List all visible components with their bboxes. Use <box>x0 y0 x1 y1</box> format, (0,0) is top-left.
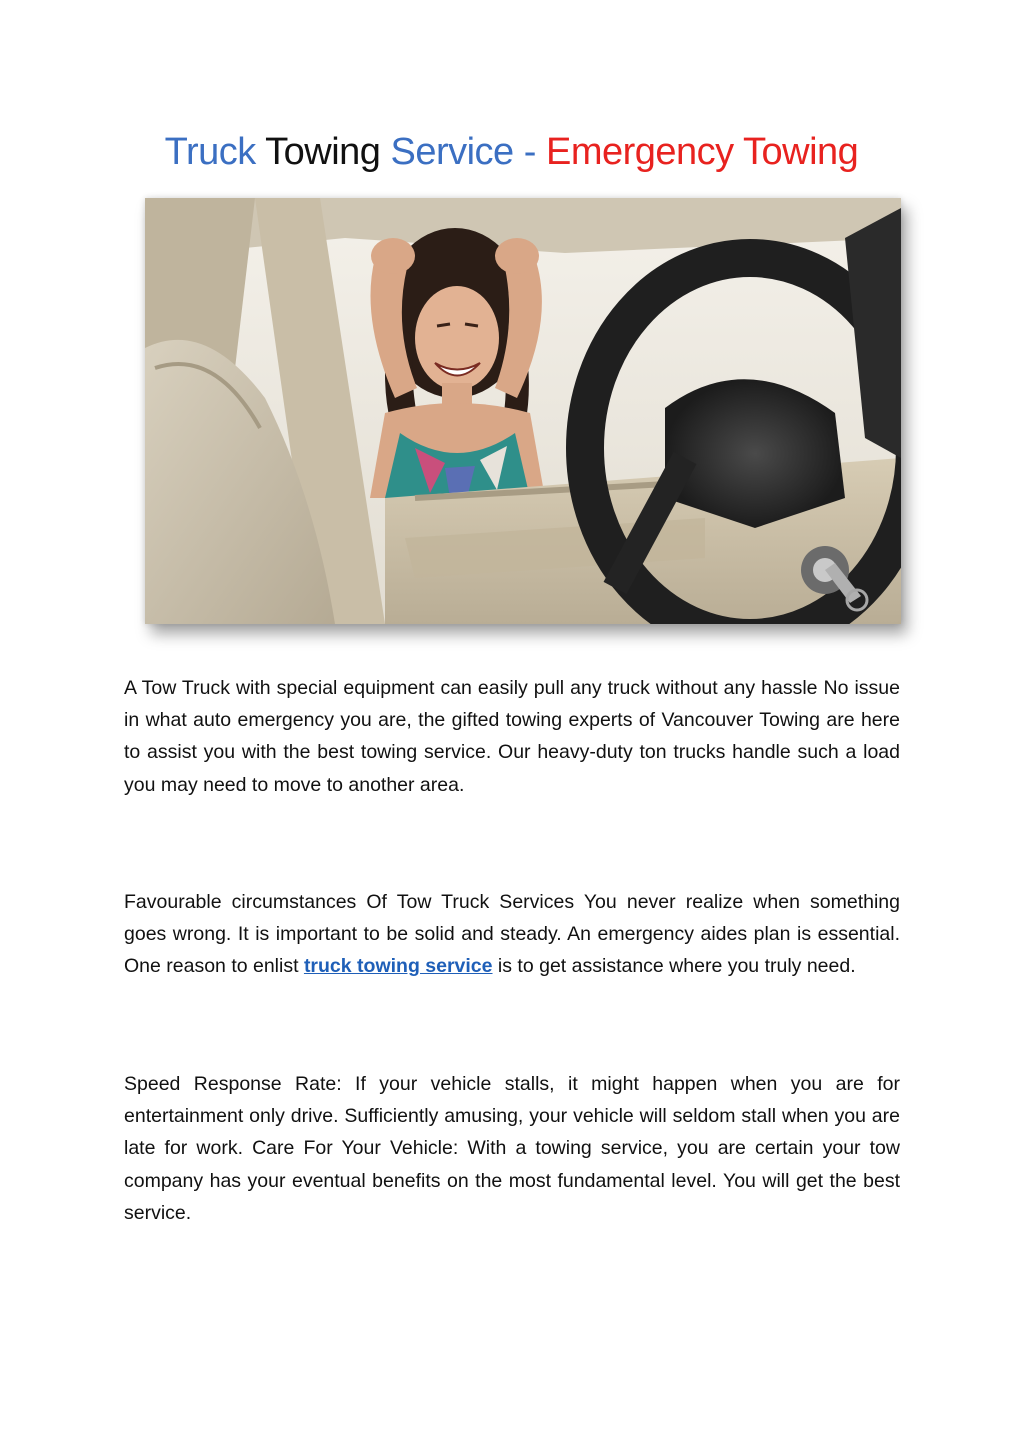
title-part-service: Service - <box>390 131 536 173</box>
paragraph-3: Speed Response Rate: If your vehicle stalls, it might happen when you are for entertainment only drive. Sufficiently amusing, your vehicle will seldom stall when you are late for work. Care For Your Vehicle: With a towing service, you are certain your tow company has your eventual benefits on the most fundamental level. You will get the best service. <box>124 1073 900 1224</box>
paragraph-2-text-after: is to get assistance where you truly need. <box>492 955 856 978</box>
paragraph-2-text-before: Favourable circumstances Of Tow Truck Services You never realize when something goes wrong. It is important to be solid and steady. An emergency aides plan is essential. One reason to enlist <box>124 891 900 978</box>
title-part-truck: Truck <box>164 131 256 173</box>
featured-photo <box>145 198 901 624</box>
paragraph-1: A Tow Truck with special equipment can easily pull any truck without any hassle No issue in what auto emergency you are, the gifted towing experts of Vancouver Towing are here to assist you with the best towing service. Our heavy-duty ton trucks handle such a load you may need to move to another area. <box>124 677 900 796</box>
title-part-towing: Towing <box>265 131 381 173</box>
truck-towing-service-link[interactable]: truck towing service <box>303 955 493 978</box>
paragraph-2 <box>124 886 900 983</box>
photo-woman-locked-out-of-car-icon <box>145 198 901 624</box>
document-title <box>0 128 1023 176</box>
title-part-emergency: Emergency Towing <box>545 131 859 173</box>
